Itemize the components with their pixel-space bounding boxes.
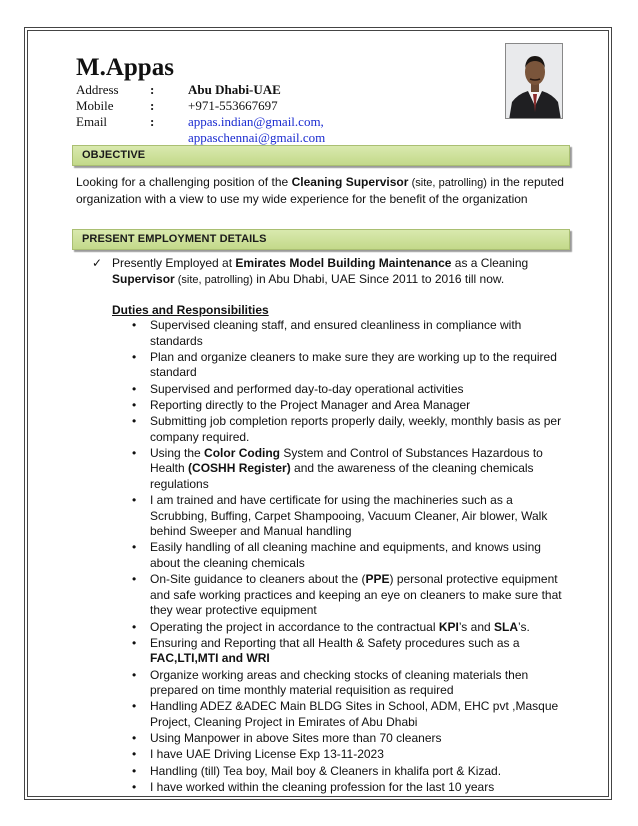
list-item: • Supervised cleaning staff, and ensured cleanliness in compliance with standards xyxy=(128,318,564,349)
objective-text-part: Looking for a challenging position of the xyxy=(76,175,292,189)
list-item-text: ’s. xyxy=(518,619,530,634)
list-item-text: ’s and xyxy=(458,619,494,634)
employment-text-part-2: as a Cleaning xyxy=(451,256,529,270)
employment-section-header xyxy=(72,229,570,250)
employment-role-note: (site, patrolling) xyxy=(174,274,253,286)
objective-role: Cleaning Supervisor xyxy=(291,175,409,189)
list-item: • Submitting job completion reports properly daily, weekly, monthly basis as per company required. xyxy=(128,414,564,445)
list-item: • I have worked within the cleaning profession for the last 10 years xyxy=(128,780,564,796)
list-item-text: Operating the project in accordance to the contractual xyxy=(150,619,439,634)
objective-text-part-2: in the reputed organization with a view to use my wide experience for the benefit of the organization xyxy=(76,175,564,206)
list-item: • Handling (till) Tea boy, Mail boy & Cleaners in khalifa port & Kizad. xyxy=(128,764,564,780)
list-item xyxy=(128,620,564,636)
duties-list xyxy=(128,318,564,796)
email-colon: : xyxy=(150,114,155,129)
list-item xyxy=(128,446,564,493)
list-item-bold: KPI xyxy=(438,619,459,634)
list-item-text: Using the xyxy=(150,445,205,460)
email-label: Email xyxy=(76,114,108,129)
checkmark-icon: ✓ xyxy=(92,256,103,270)
list-item xyxy=(128,572,564,619)
list-item: • I have UAE Driving License Exp 13-11-2023 xyxy=(128,747,564,763)
employment-title: PRESENT EMPLOYMENT DETAILS xyxy=(82,233,267,245)
mobile-label: Mobile xyxy=(76,98,114,113)
list-item-bold: SLA xyxy=(494,619,518,634)
email-link-secondary[interactable]: appaschennai@gmail.com xyxy=(188,130,326,145)
list-item: • Reporting directly to the Project Manager and Area Manager xyxy=(128,398,564,414)
profile-photo xyxy=(505,43,563,119)
address-value: Abu Dhabi-UAE xyxy=(188,82,281,97)
objective-text xyxy=(76,174,564,207)
list-item: • Handling ADEZ &ADEC Main BLDG Sites in School, ADM, EHC pvt ,Masque Project, Cleaning Project in Emirates of Abu Dhabi xyxy=(128,699,564,730)
list-item: • Supervised and performed day-to-day operational activities xyxy=(128,382,564,398)
address-label: Address xyxy=(76,82,119,97)
profile-photo-image xyxy=(506,44,563,119)
employer-name: Emirates Model Building Maintenance xyxy=(235,256,452,270)
objective-section-header xyxy=(72,145,570,166)
email-link-primary[interactable]: appas.indian@gmail.com, xyxy=(188,114,324,129)
list-item-text: and the awareness of the cleaning chemicals regulations xyxy=(150,461,534,491)
list-item-text: Ensuring and Reporting that all Health & Safety procedures such as a xyxy=(150,635,520,650)
list-item: • Easily handling of all cleaning machine and equipments, and knows using about the cleaning chemicals xyxy=(128,540,564,571)
objective-title: OBJECTIVE xyxy=(82,149,146,161)
candidate-name: M.Appas xyxy=(76,54,174,81)
list-item-text: On-Site guidance to cleaners about the ( xyxy=(150,572,366,587)
employment-text xyxy=(112,255,564,288)
employment-period: in Abu Dhabi, UAE Since 2011 to 2016 till now. xyxy=(252,272,505,286)
list-item-bold: (COSHH Register) xyxy=(188,461,291,476)
list-item xyxy=(128,636,564,667)
mobile-value: +971-553667697 xyxy=(188,98,278,113)
objective-role-note: (site, patrolling) xyxy=(408,177,487,189)
list-item-bold: FAC,LTI,MTI and WRI xyxy=(150,651,270,666)
list-item-bold: Color Coding xyxy=(204,445,281,460)
employment-text-part: Presently Employed at xyxy=(112,256,236,270)
mobile-colon: : xyxy=(150,98,155,113)
list-item: • Using Manpower in above Sites more than 70 cleaners xyxy=(128,731,564,747)
employment-role: Supervisor xyxy=(112,272,175,286)
duties-heading: Duties and Responsibilities xyxy=(112,303,269,317)
list-item: • I am trained and have certificate for using the machineries such as a Scrubbing, Buffing, Carpet Shampooing, Vacuum Cleaner, Air blower, Walk behind Sweeper and Manual handling xyxy=(128,493,564,540)
address-colon: : xyxy=(150,82,155,97)
list-item: • Plan and organize cleaners to make sure they are working up to the required standard xyxy=(128,350,564,381)
list-item-text: ) personal protective equipment and safe working practices and keeping an eye on cleaners to make sure that they wear protective equipment xyxy=(150,572,562,618)
list-item-bold: PPE xyxy=(365,572,390,587)
list-item: • Organize working areas and checking stocks of cleaning materials then prepared on time monthly material requisition as required xyxy=(128,668,564,699)
list-item-text: System and Control of Substances Hazardous to Health xyxy=(150,445,543,476)
